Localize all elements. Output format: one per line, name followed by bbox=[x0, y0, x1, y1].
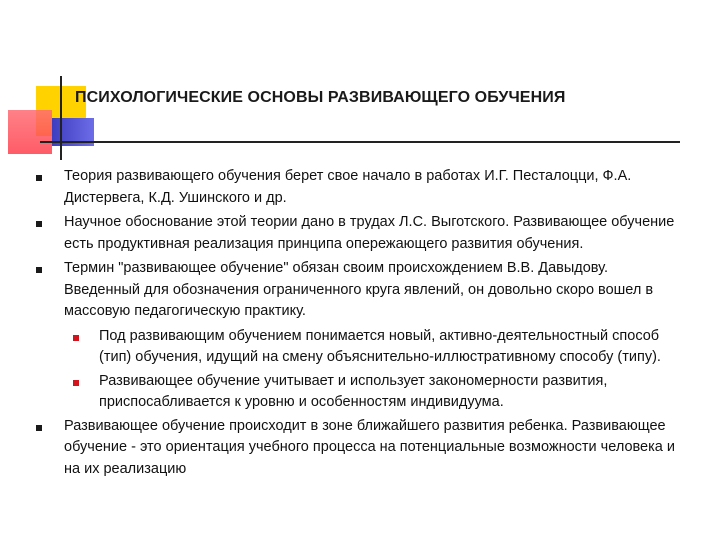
bullet-marker-icon bbox=[36, 221, 42, 227]
bullet-item bbox=[36, 416, 676, 481]
bullet-marker-icon bbox=[36, 267, 42, 273]
sub-bullet-text: Под развивающим обучением понимается новый, активно-деятельностный способ (тип) обучения, идущий на смену объяснительно-иллюстративному способу (типу). bbox=[99, 327, 661, 365]
bullet-text: Теория развивающего обучения берет свое начало в работах И.Г. Песталоцци, Ф.А. Дистервега, К.Д. Ушинского и др. bbox=[64, 168, 632, 206]
bullet-list bbox=[36, 166, 676, 483]
bullet-text: Развивающее обучение происходит в зоне ближайшего развития ребенка. Развивающее обучение - это ориентация учебного процесса на потенциальные возможности человека и на их реализацию bbox=[64, 417, 675, 477]
bullet-marker-icon bbox=[36, 425, 42, 431]
bullet-text: Термин "развивающее обучение" обязан своим происхождением В.В. Давыдову. Введенный для обозначения ограниченного круга явлений, он довольно скоро вошел в массовую педагогическую практику. bbox=[64, 260, 654, 319]
decor-horizontal-line bbox=[40, 141, 680, 143]
sub-bullet-item bbox=[36, 326, 676, 369]
bullet-item bbox=[36, 166, 676, 209]
bullet-text: Научное обоснование этой теории дано в трудах Л.С. Выготского. Развивающее обучение есть продуктивная реализация принципа опережающего развития обучения. bbox=[64, 214, 675, 252]
bullet-item bbox=[36, 212, 676, 255]
sub-bullet-marker-icon bbox=[73, 335, 79, 341]
bullet-item bbox=[36, 258, 676, 323]
sub-bullet-marker-icon bbox=[73, 380, 79, 386]
slide-title: ПСИХОЛОГИЧЕСКИЕ ОСНОВЫ РАЗВИВАЮЩЕГО ОБУЧЕНИЯ bbox=[75, 89, 566, 106]
decor-vertical-line bbox=[60, 76, 62, 160]
bullet-marker-icon bbox=[36, 175, 42, 181]
decor-red-square bbox=[8, 110, 52, 154]
sub-bullet-text: Развивающее обучение учитывает и использует закономерности развития, приспосабливается к уровню и особенностям индивидуума. bbox=[99, 372, 608, 410]
sub-bullet-item bbox=[36, 371, 676, 414]
